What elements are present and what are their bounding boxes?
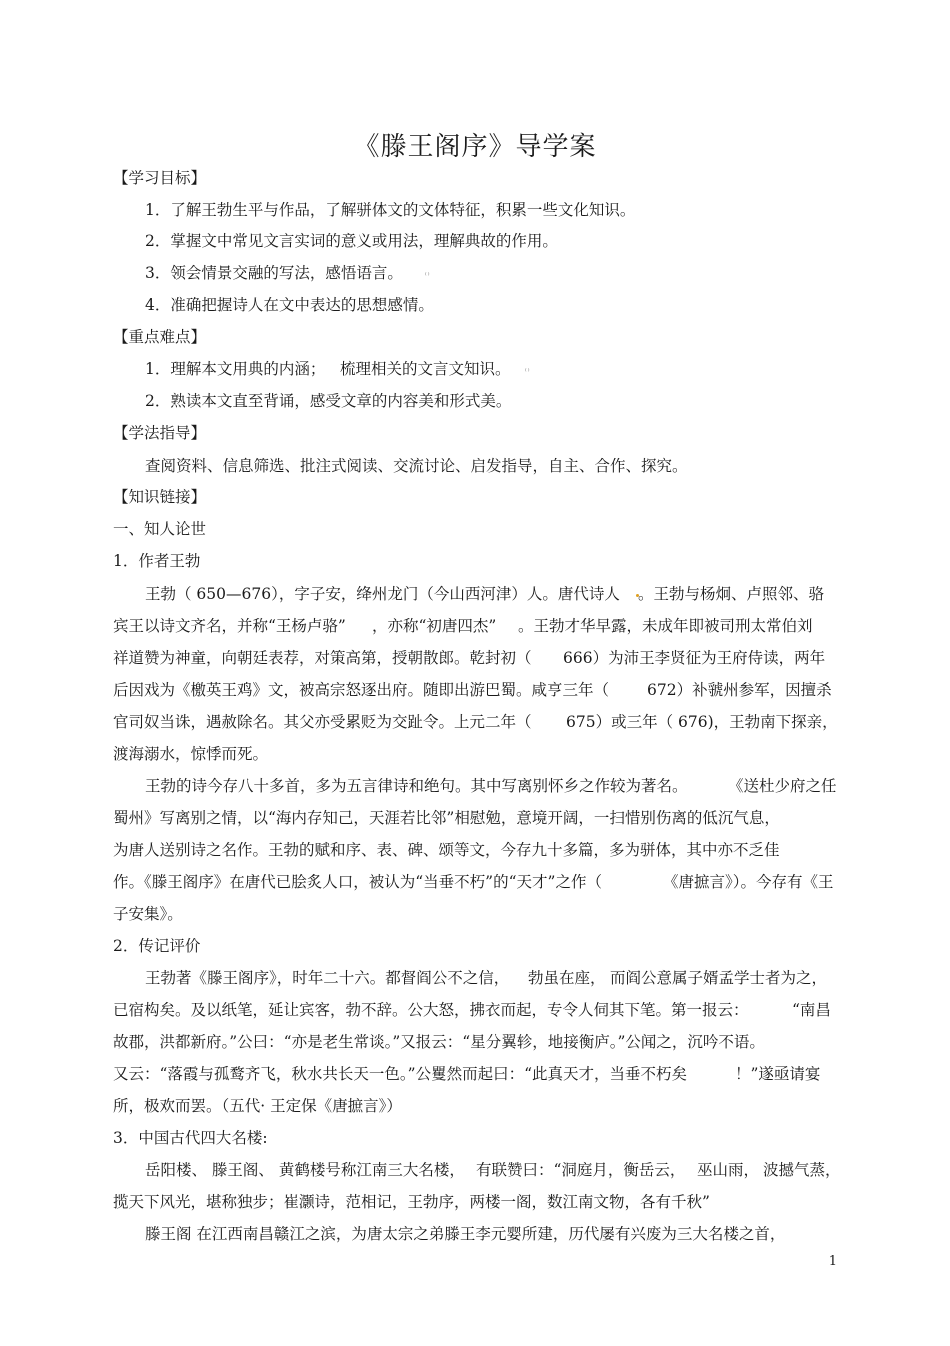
difficulty-item-cont: 梳理相关的文言文知识。 — [340, 360, 511, 378]
paragraph-line: 宾王以诗文齐名，并称“王杨卢骆” — [113, 617, 346, 635]
paragraph-line: 《唐摭言》）。今存有《王 — [663, 873, 834, 891]
goal-item: 1．了解王勃生平与作品，了解骈体文的文体特征，积累一些文化知识。 — [145, 201, 636, 219]
paragraph-line: “南昌 — [792, 1001, 831, 1019]
paragraph-line: 有联赞曰：“洞庭月，衡岳云， — [476, 1161, 686, 1179]
paragraph-line: 巫山雨， — [697, 1161, 760, 1179]
author-heading: 1．作者王勃 — [113, 552, 201, 570]
paragraph-line: 王勃著《滕王阁序》，时年二十六。都督阎公不之信， — [145, 969, 510, 987]
paragraph-line: 祥道赞为神童，向朝廷表荐，对策高第，授朝散郎。乾封初（ — [113, 649, 532, 667]
method-text: 查阅资料、信息筛选、批注式阅读、交流讨论、启发指导，自主、合作、探究。 — [145, 457, 688, 475]
paragraph-line: 王勃（ 650—676），字子安，绛州龙门（今山西河津）人。唐代诗人 — [145, 585, 620, 603]
paragraph-line: 。王勃与杨炯、卢照邻、骆 — [638, 585, 825, 603]
paragraph-line: ！”遂亟请宴 — [735, 1065, 821, 1083]
paragraph-line: 揽天下风光，堪称独步；崔灏诗，范相记，王勃序，两楼一阁，数江南文物，各有千秋” — [113, 1193, 710, 1211]
paragraph-line: 672）补虢州参军，因擅杀 — [647, 681, 832, 699]
link-heading: 【知识链接】 — [113, 488, 207, 506]
small-annotation-mark: ( ) — [425, 271, 430, 276]
paragraph-line: 王勃的诗今存八十多首，多为五言律诗和绝句。其中写离别怀乡之作较为著名。 — [145, 777, 688, 795]
bio-heading: 2．传记评价 — [113, 937, 201, 955]
towers-heading: 3．中国古代四大名楼: — [113, 1129, 268, 1147]
page-number: 1 — [828, 1254, 837, 1269]
paragraph-line: 666）为沛王李贤征为王府侍读，两年 — [563, 649, 826, 667]
paragraph-line: 。王勃才华早露，未成年即被司刑太常伯刘 — [518, 617, 813, 635]
paragraph-line: 作。《滕王阁序》在唐代已脍炙人口，被认为“当垂不朽”的“天才”之作（ — [113, 873, 602, 891]
paragraph-line: 而阎公意属子婿孟学士者为之， — [610, 969, 828, 987]
paragraph-line: 勃虽在座， — [528, 969, 606, 987]
paragraph-line: 蜀州》写离别之情，以“海内存知己，天涯若比邻”相慰勉，意境开阔，一扫惜别伤离的低沉气息， — [113, 809, 780, 827]
paragraph-line: 已宿构矣。及以纸笔，延让宾客，勃不辞。公大怒，拂衣而起，专令人伺其下笔。第一报云： — [113, 1001, 749, 1019]
goal-item: 3．领会情景交融的写法，感悟语言。 — [145, 264, 403, 282]
paragraph-line: 又云：“落霞与孤鹜齐飞，秋水共长天一色。”公矍然而起曰：“此真天才，当垂不朽矣 — [113, 1065, 688, 1083]
paragraph-line: 《送杜少府之任 — [728, 777, 837, 795]
small-annotation-mark: ( ) — [525, 367, 530, 372]
part-heading: 一、知人论世 — [113, 520, 207, 538]
paragraph-line: 岳阳楼、 滕王阁、 黄鹤楼号称江南三大名楼， — [145, 1161, 465, 1179]
goals-heading: 【学习目标】 — [113, 169, 207, 187]
paragraph-line: 波撼气蒸， — [763, 1161, 841, 1179]
goal-item: 4．准确把握诗人在文中表达的思想感情。 — [145, 296, 434, 314]
paragraph-line: 官司奴当诛，遇赦除名。其父亦受累贬为交趾令。上元二年（ — [113, 713, 532, 731]
paragraph-line: 渡海溺水，惊悸而死。 — [113, 745, 269, 763]
paragraph-line: 子安集》。 — [113, 905, 183, 923]
paragraph-line: 为唐人送别诗之名作。王勃的赋和序、表、碑、颂等文，今存九十多篇，多为骈体，其中亦不乏佳 — [113, 841, 780, 859]
goal-item: 2．掌握文中常见文言实词的意义或用法，理解典故的作用。 — [145, 232, 558, 250]
paragraph-line: 675）或三年（ 676)，王勃南下探亲， — [566, 713, 838, 731]
method-heading: 【学法指导】 — [113, 424, 207, 442]
difficulties-heading: 【重点难点】 — [113, 328, 207, 346]
difficulty-item: 2．熟读本文直至背诵，感受文章的内容美和形式美。 — [145, 392, 512, 410]
document-title: 《滕王阁序》导学案 — [353, 132, 597, 162]
paragraph-line: ，亦称“初唐四杰” — [372, 617, 497, 635]
paragraph-line: 所，极欢而罢。（五代· 王定保《唐摭言》） — [113, 1097, 402, 1115]
paragraph-line: 后因戏为《檄英王鸡》文，被高宗怒逐出府。随即出游巴蜀。咸亨三年（ — [113, 681, 610, 699]
paragraph-line: 故郡，洪都新府。”公曰：“亦是老生常谈。”又报云：“星分翼轸，地接衡庐。”公闻之，沉吟不语。 — [113, 1033, 765, 1051]
difficulty-item: 1．理解本文用典的内涵； — [145, 360, 326, 378]
paragraph-line: 滕王阁 在江西南昌赣江之滨，为唐太宗之弟滕王李元婴所建，历代屡有兴废为三大名楼之首， — [145, 1225, 786, 1243]
